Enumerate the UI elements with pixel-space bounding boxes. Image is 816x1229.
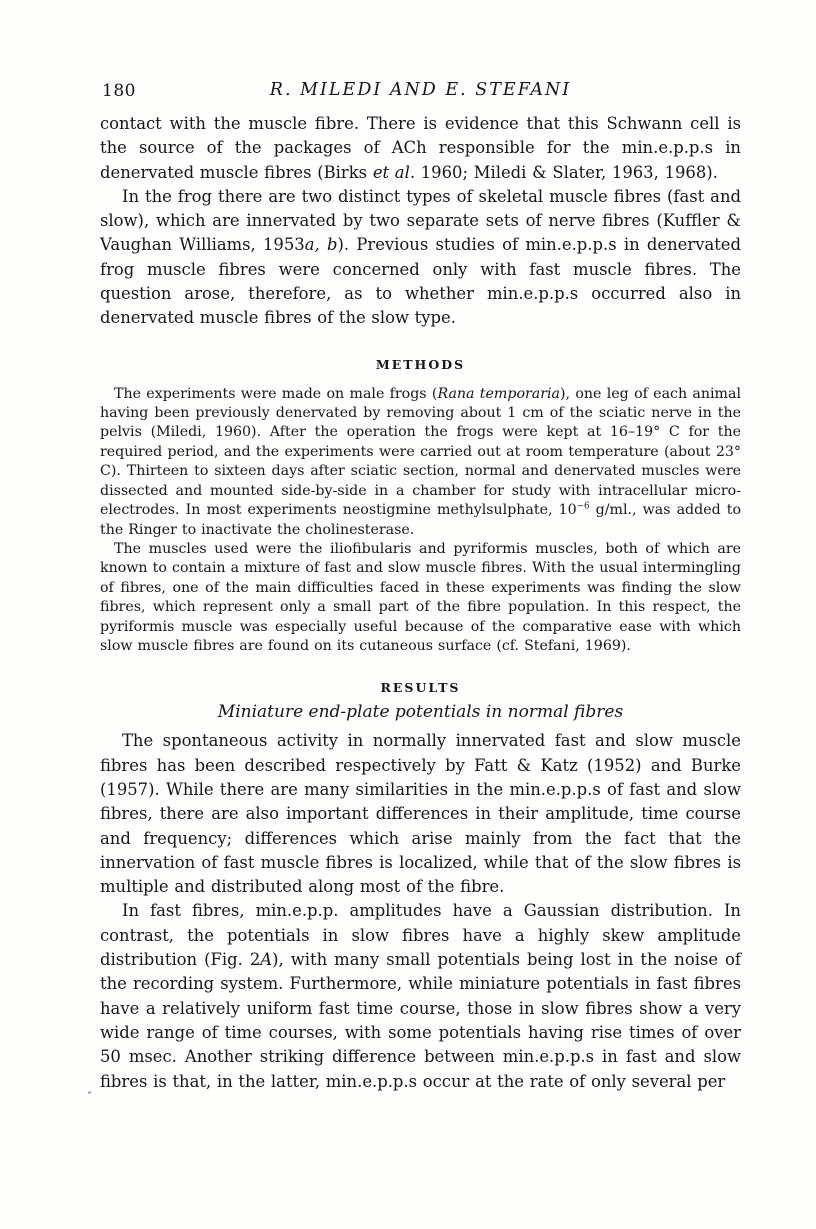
- text-run-sup: −6: [576, 501, 590, 512]
- methods-body: [100, 385, 741, 657]
- methods-paragraph: [100, 385, 741, 540]
- page-number: 180: [102, 81, 136, 101]
- text-run-i: et al.: [372, 162, 416, 182]
- page-content: [100, 80, 741, 1094]
- text-run: 1960; Miledi & Slater, 1963, 1968).: [415, 162, 718, 182]
- body-paragraph: [100, 185, 741, 331]
- text-run: The spontaneous activity in normally innervated fast and slow muscle fibres has been described respectively by Fatt & Katz (1952) and Burke (1957). While there are many similarities in the min.e.p.p.s of fast and slow fibres, there are also important differences in their amplitude, time course and frequency; differences which arise mainly from the fact that the innervation of fast muscle fibres is localized, while that of the slow fibres is multiple and distributed along most of the fibre.: [100, 731, 741, 897]
- text-run: In the frog there are two distinct types of skeletal muscle fibres (fast and slow), which are innervated by two separate sets of nerve fibres (Kuffler & Vaughan Williams, 1953: [100, 186, 741, 255]
- text-run: The experiments were made on male frogs (: [114, 385, 438, 402]
- results-heading: RESULTS: [380, 680, 461, 696]
- methods-paragraph: [100, 540, 741, 656]
- results-section: [100, 680, 741, 1093]
- body-paragraph: [100, 112, 741, 185]
- text-run: ), one leg of each animal having been previously denervated by removing about 1 cm of the sciatic nerve in the pelvis (Miledi, 1960). After the operation the frogs were kept at 16–19° C for the required period, and the experiments were carried out at room temperature (about 23° C). Thirteen to sixteen days after sciatic section, normal and denervated muscles were dissected and mounted side-by-side in a chamber for study with intracellular micro-electrodes. In most experiments neostigmine methylsulphate, 10: [100, 385, 742, 519]
- text-run: ). Previous studies of min.e.p.p.s in denervated frog muscle fibres were concerned only with fast muscle fibres. The question arose, therefore, as to whether min.e.p.p.s occurred also in denervated muscle fibres of the slow type.: [100, 235, 741, 328]
- intro-section: [100, 112, 741, 331]
- text-run-i: Rana temporaria: [437, 385, 561, 402]
- results-subheading: Miniature end-plate potentials in normal fibres: [217, 702, 624, 723]
- methods-heading: METHODS: [375, 356, 466, 372]
- results-paragraph: [100, 729, 741, 899]
- results-paragraph: [100, 899, 741, 1093]
- text-run: contact with the muscle fibre. There is evidence that this Schwann cell is the source of the packages of ACh responsible for the min.e.p.p.s in denervated muscle fibres (Birks: [100, 114, 741, 182]
- running-head: R. MILEDI AND E. STEFANI: [269, 80, 572, 100]
- page-header: [100, 80, 741, 104]
- text-run: g/ml., was added to the Ringer to inactivate the cholinesterase.: [100, 502, 742, 538]
- scan-speck: [88, 1091, 91, 1094]
- text-run: The muscles used were the iliofibularis and pyriformis muscles, both of which are known to contain a mixture of fast and slow muscle fibres. With the usual intermingling of fibres, one of the main difficulties faced in these experiments was finding the slow fibres, which represent only a small part of the fibre population. In this respect, the pyriformis muscle was especially useful because of the comparative ease with which slow muscle fibres are found on its cutaneous surface (cf. Stefani, 1969).: [100, 540, 741, 654]
- methods-section: [100, 357, 741, 657]
- text-run: ), with many small potentials being lost in the noise of the recording system. Furthermore, while miniature potentials in fast fibres have a relatively uniform fast time course, those in slow fibres show a very wide range of time courses, with some potentials having rise times of over 50 msec. Another striking difference between min.e.p.p.s in fast and slow fibres is that, in the latter, min.e.p.p.s occur at the rate of only several per: [100, 950, 741, 1091]
- text-run: In fast fibres, min.e.p.p. amplitudes have a Gaussian distribution. In contrast, the potentials in slow fibres have a highly skew amplitude distribution (Fig. 2: [100, 901, 741, 970]
- text-run-i: A: [260, 950, 273, 970]
- text-run-i: a, b: [304, 235, 338, 255]
